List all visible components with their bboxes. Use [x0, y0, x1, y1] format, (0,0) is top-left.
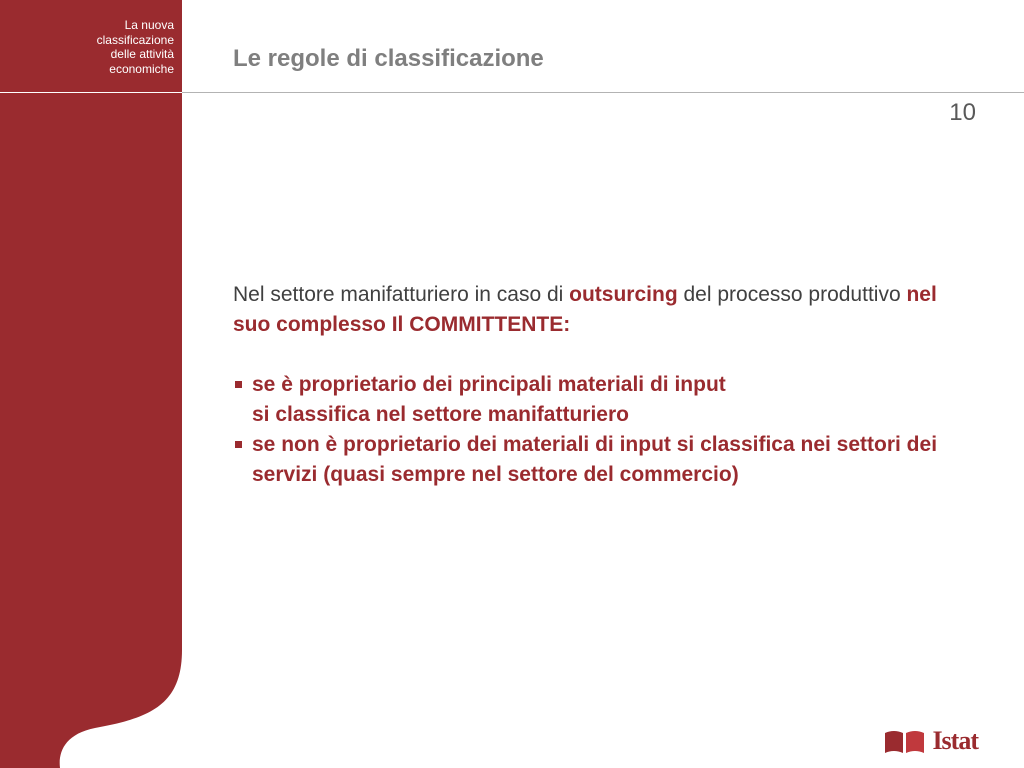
logo-text: Istat	[932, 726, 978, 755]
list-item	[233, 370, 973, 430]
slide-number: 10	[949, 99, 976, 126]
bullet-text: se è proprietario dei principali materiali di input	[252, 373, 726, 396]
intro-highlight: outsurcing	[569, 283, 678, 306]
sidebar-caption-line: La nuova	[124, 18, 174, 32]
sidebar-caption-line: economiche	[109, 61, 174, 76]
sidebar-divider	[0, 92, 182, 93]
istat-logo-icon	[884, 728, 926, 754]
bullet-list	[233, 370, 973, 490]
list-item	[233, 430, 973, 490]
header-rule	[182, 92, 1024, 93]
istat-logo	[884, 728, 978, 754]
bullet-text: se non è proprietario dei materiali di input si classifica nei settori dei servizi (quasi sempre nel settore del commercio)	[252, 433, 938, 486]
intro-paragraph	[233, 280, 973, 340]
intro-highlight: nel suo complesso Il COMMITTENTE:	[233, 283, 937, 336]
square-bullet-icon	[235, 441, 242, 448]
sidebar-caption	[0, 18, 174, 76]
intro-text: del processo produttivo	[677, 283, 907, 306]
bullet-text: si classifica nel settore manifatturiero	[252, 403, 629, 426]
sidebar-caption-line: delle attività	[110, 47, 174, 61]
sidebar-caption-line: classificazione	[96, 32, 174, 47]
square-bullet-icon	[235, 381, 242, 388]
slide-title: Le regole di classificazione	[233, 45, 544, 72]
slide-content	[233, 280, 973, 490]
intro-text: Nel settore manifatturiero in caso di	[233, 283, 570, 306]
sidebar-background	[0, 0, 190, 768]
